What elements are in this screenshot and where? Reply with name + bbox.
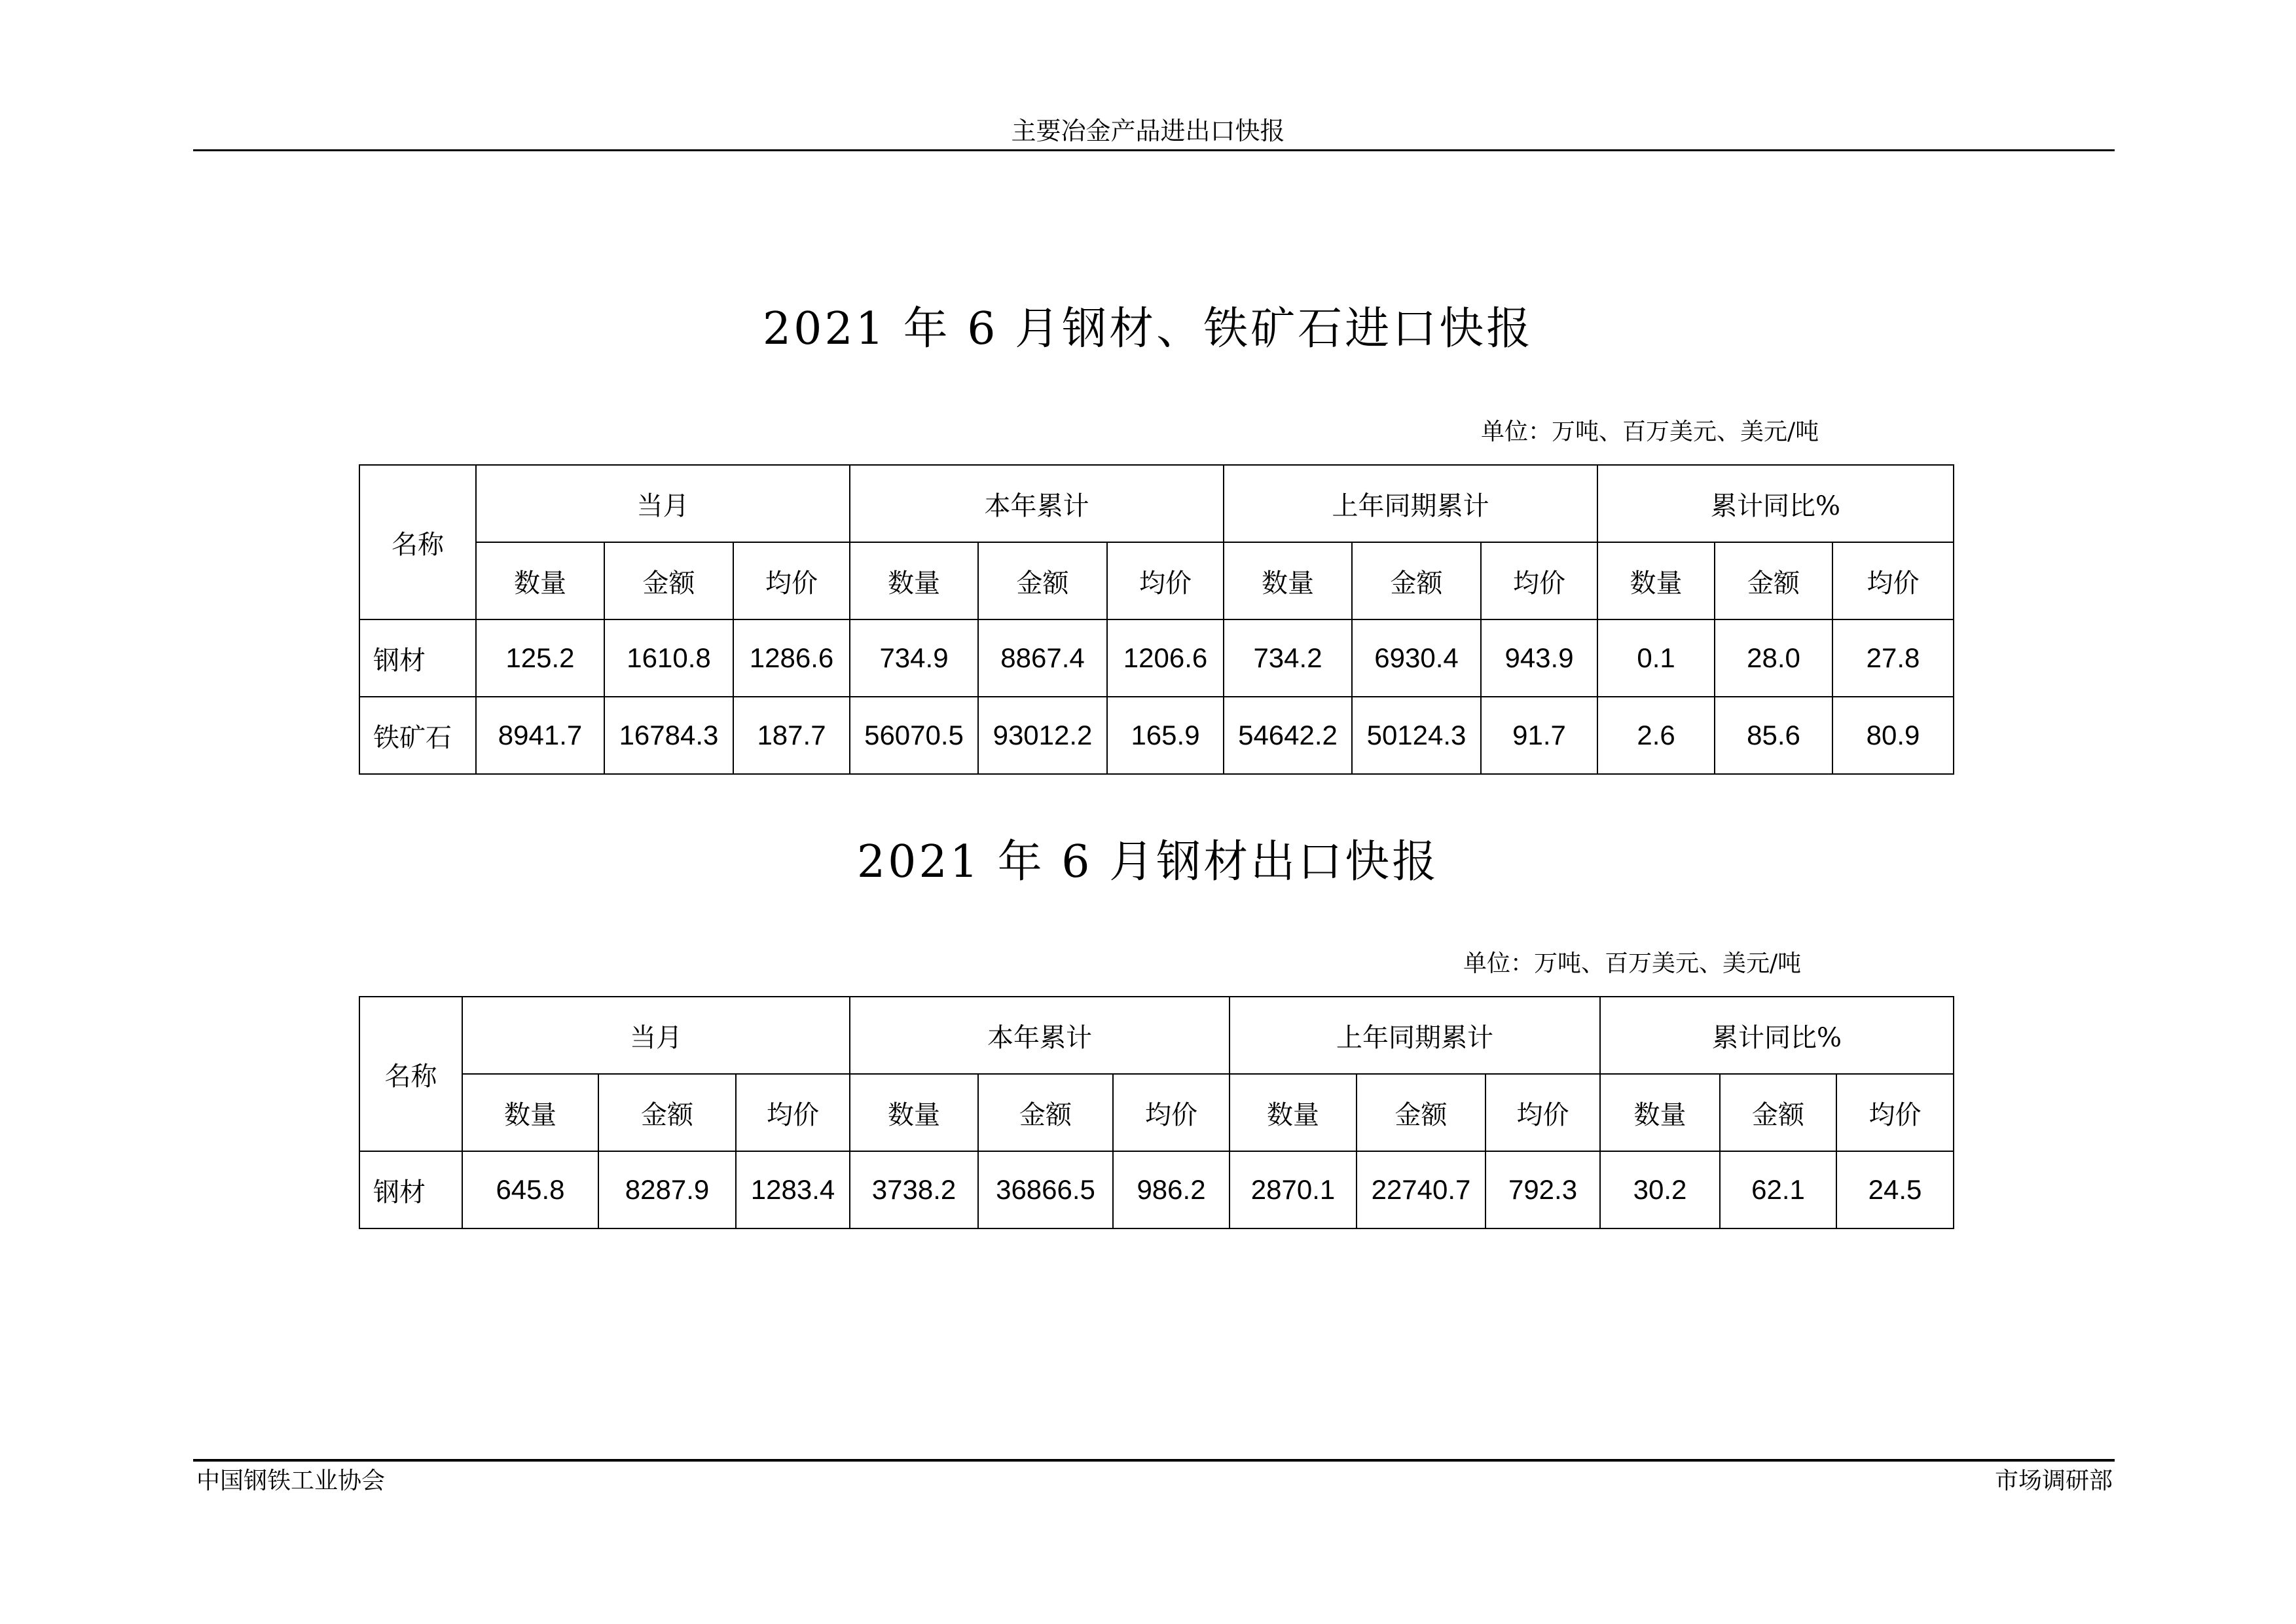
row-name: 钢材	[359, 1151, 462, 1228]
group-header-current-month: 当月	[476, 465, 850, 542]
footer-department: 市场调研部	[1994, 1467, 2113, 1494]
table-cell: 1610.8	[604, 619, 733, 697]
export-table	[359, 996, 1954, 1229]
table-cell: 1283.4	[736, 1151, 850, 1228]
table-cell: 6930.4	[1352, 619, 1481, 697]
table-cell: 91.7	[1481, 697, 1597, 774]
subheader-cell: 均价	[736, 1074, 850, 1151]
table-cell: 792.3	[1485, 1151, 1600, 1228]
table-cell: 645.8	[462, 1151, 598, 1228]
table-cell: 8941.7	[476, 697, 604, 774]
table-cell: 54642.2	[1224, 697, 1352, 774]
table-cell: 27.8	[1832, 619, 1954, 697]
group-header-last-year-ytd: 上年同期累计	[1230, 997, 1600, 1074]
group-header-current-month: 当月	[462, 997, 850, 1074]
table-row	[359, 1151, 1954, 1228]
row-name: 钢材	[359, 619, 476, 697]
subheader-cell: 均价	[1481, 542, 1597, 619]
table-cell: 24.5	[1836, 1151, 1954, 1228]
subheader-cell: 均价	[1832, 542, 1954, 619]
table-cell: 8287.9	[598, 1151, 736, 1228]
name-header: 名称	[359, 465, 476, 619]
table-cell: 734.9	[850, 619, 978, 697]
table-cell: 943.9	[1481, 619, 1597, 697]
table-cell: 0.1	[1597, 619, 1715, 697]
group-header-yoy: 累计同比%	[1600, 997, 1954, 1074]
table-cell: 36866.5	[978, 1151, 1113, 1228]
footer-divider	[193, 1459, 2115, 1462]
table-cell: 165.9	[1107, 697, 1224, 774]
subheader-cell: 数量	[1597, 542, 1715, 619]
table-cell: 3738.2	[850, 1151, 978, 1228]
subheader-cell: 数量	[850, 1074, 978, 1151]
subheader-cell: 金额	[1715, 542, 1832, 619]
table-cell: 62.1	[1720, 1151, 1836, 1228]
subheader-cell: 数量	[1224, 542, 1352, 619]
table-cell: 85.6	[1715, 697, 1832, 774]
table-cell: 734.2	[1224, 619, 1352, 697]
subheader-cell: 金额	[1357, 1074, 1485, 1151]
table-cell: 56070.5	[850, 697, 978, 774]
table-cell: 28.0	[1715, 619, 1832, 697]
subheader-cell: 金额	[978, 1074, 1113, 1151]
table-row	[359, 619, 1954, 697]
table-cell: 8867.4	[978, 619, 1107, 697]
subheader-cell: 均价	[1113, 1074, 1230, 1151]
header-divider	[193, 149, 2115, 151]
subheader-cell: 均价	[733, 542, 850, 619]
group-header-yoy: 累计同比%	[1597, 465, 1954, 542]
subheader-cell: 金额	[1352, 542, 1481, 619]
subheader-cell: 数量	[462, 1074, 598, 1151]
subheader-cell: 数量	[850, 542, 978, 619]
subheader-cell: 金额	[1720, 1074, 1836, 1151]
page-header-title: 主要冶金产品进出口快报	[1011, 117, 1285, 145]
subheader-cell: 均价	[1107, 542, 1224, 619]
table-cell: 30.2	[1600, 1151, 1720, 1228]
group-header-ytd: 本年累计	[850, 465, 1224, 542]
table-row	[359, 697, 1954, 774]
table-cell: 2.6	[1597, 697, 1715, 774]
subheader-cell: 金额	[604, 542, 733, 619]
subheader-cell: 金额	[598, 1074, 736, 1151]
table-cell: 2870.1	[1230, 1151, 1357, 1228]
export-unit-note: 单位：万吨、百万美元、美元/吨	[1463, 950, 1802, 977]
row-name: 铁矿石	[359, 697, 476, 774]
table-cell: 125.2	[476, 619, 604, 697]
subheader-cell: 数量	[1230, 1074, 1357, 1151]
name-header: 名称	[359, 997, 462, 1151]
group-header-last-year-ytd: 上年同期累计	[1224, 465, 1597, 542]
table-cell: 50124.3	[1352, 697, 1481, 774]
subheader-cell: 数量	[1600, 1074, 1720, 1151]
table-cell: 93012.2	[978, 697, 1107, 774]
table-cell: 80.9	[1832, 697, 1954, 774]
import-report-title: 2021 年 6 月钢材、铁矿石进口快报	[762, 303, 1534, 355]
subheader-cell: 金额	[978, 542, 1107, 619]
table-cell: 1286.6	[733, 619, 850, 697]
footer-organization: 中国钢铁工业协会	[196, 1467, 386, 1494]
table-cell: 1206.6	[1107, 619, 1224, 697]
table-cell: 16784.3	[604, 697, 733, 774]
table-cell: 986.2	[1113, 1151, 1230, 1228]
import-table	[359, 464, 1954, 775]
table-cell: 187.7	[733, 697, 850, 774]
group-header-ytd: 本年累计	[850, 997, 1230, 1074]
subheader-cell: 均价	[1836, 1074, 1954, 1151]
subheader-cell: 数量	[476, 542, 604, 619]
export-report-title: 2021 年 6 月钢材出口快报	[856, 836, 1440, 888]
subheader-cell: 均价	[1485, 1074, 1600, 1151]
import-unit-note: 单位：万吨、百万美元、美元/吨	[1481, 418, 1819, 445]
table-cell: 22740.7	[1357, 1151, 1485, 1228]
